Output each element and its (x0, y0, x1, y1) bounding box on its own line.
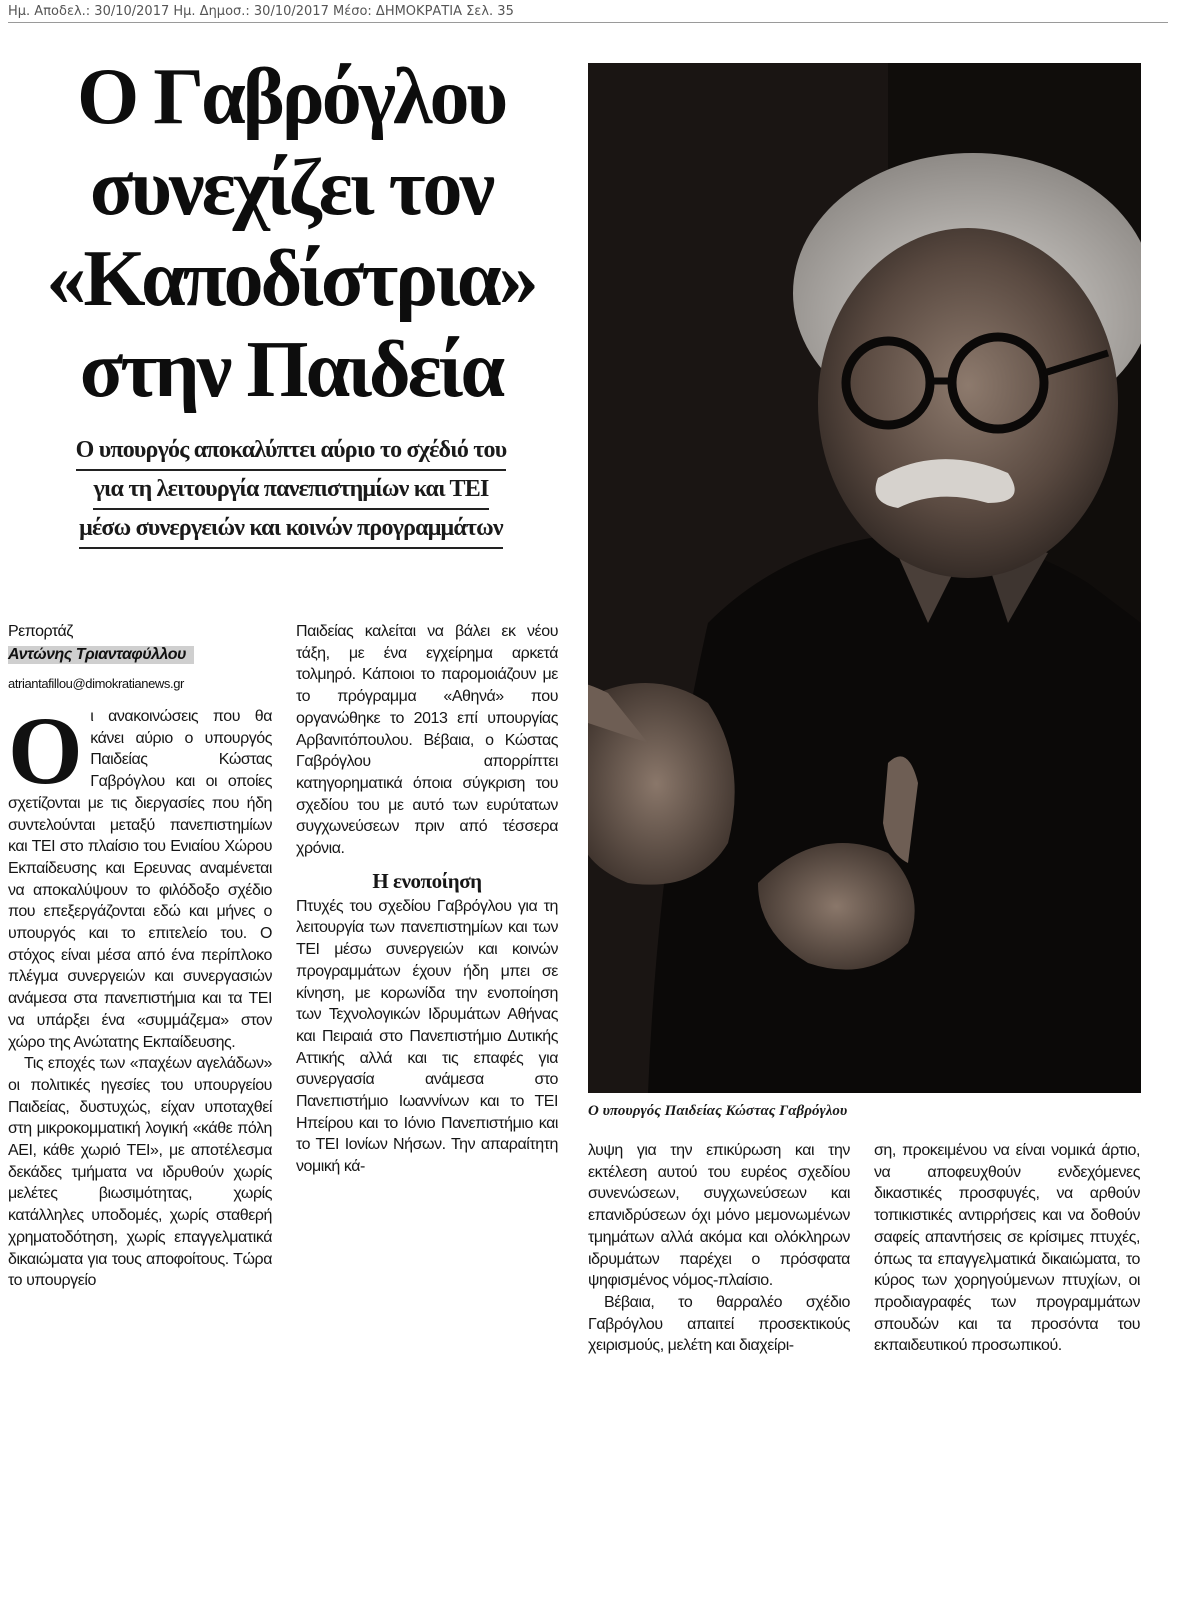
article-column-1 (8, 697, 272, 1292)
headline-line-2: συνεχίζει τον (89, 144, 493, 232)
subhead-line-3: μέσω συνεργειών και κοινών προγραμμάτων (79, 510, 503, 549)
article-column-3 (588, 1140, 850, 1357)
headline (8, 52, 574, 416)
subhead-line-2: για τη λειτουργία πανεπιστημίων και ΤΕΙ (93, 471, 488, 510)
byline-email[interactable]: atriantafillou@dimokratianews.gr (8, 676, 184, 691)
dropcap: Ο (8, 697, 83, 804)
article-column-2 (296, 621, 558, 1178)
article-paragraph: Πτυχές του σχεδίου Γαβρόγλου για τη λειτουργία των πανεπιστημίων και των ΤΕΙ μέσω συνεργειών και κοινών προγραμμάτων έχουν ήδη μπει σε κίνηση, με κορωνίδα την ενοποίηση των Τεχνολογικών Ιδρυμάτων Αθήνας και Πειραιά στο Πανεπιστήμιο Δυτικής Αττικής αλλά και τις επαφές για συνεργασία ανάμεσα στο Πανεπιστήμιο Ιωαννίνων και το ΤΕΙ Ηπείρου και το Ιόνιο Πανεπιστήμιο και το ΤΕΙ Ιονίων Νήσων. Την απαραίτητη νομική κά- (296, 897, 558, 1176)
headline-line-1: Ο Γαβρόγλου (77, 53, 505, 141)
byline-author: Αντώνης Τριανταφύλλου (8, 646, 194, 664)
headline-line-4: στην Παιδεία (79, 326, 503, 414)
photo-caption: Ο υπουργός Παιδείας Κώστας Γαβρόγλου (588, 1103, 848, 1119)
crosshead: Η ενοποίηση (372, 868, 482, 893)
article-paragraph: Παιδείας καλείται να βάλει εκ νέου τάξη, με ένα εγχείρημα αρκετά τολμηρό. Κάποιοι το παρομοιάζουν με το πρόγραμμα «Αθηνά» που οργανώθηκε το 2013 επί υπουργίας Αρβανιτόπουλου. Βέβαια, ο Κώστας Γαβρόγλου απορρίπτει κατηγορηματικά όποια σύγκριση του σχεδίου του με αυτό των ευρύτατων συγχωνεύσεων πριν από τέσσερα χρόνια. (296, 623, 558, 858)
article-column-4 (874, 1140, 1140, 1357)
photo-minister-icon (588, 63, 1141, 1093)
article-paragraph (8, 697, 272, 1053)
paragraph-text: ι ανακοινώσεις που θα κάνει αύριο ο υπουργός Παιδείας Κώστας Γαβρόγλου και οι οποίες σχετίζονται με τις διεργασίες που ήδη συντελούνται μεταξύ πανεπιστημίων και ΤΕΙ στο πλαίσιο του Ενιαίου Χώρου Εκπαίδευσης και Ερευνας αναμένεται να αποκαλύψουν το φιλόδοξο σχέδιο που επεξεργάζονται εδώ και μήνες ο υπουργός και το επιτελείο του. Ο στόχος είναι μέσα από ένα περίπλοκο πλέγμα συνεργειών και συνεργασιών ανάμεσα στα πανεπιστήμια και τα ΤΕΙ να υπάρξει ένα «συμμάζεμα» στον χώρο της Ανώτατης Εκπαίδευσης. (8, 708, 272, 1051)
subhead-line-1: Ο υπουργός αποκαλύπτει αύριο το σχέδιό του (76, 432, 507, 471)
headline-line-3: «Καποδίστρια» (46, 235, 536, 323)
article-paragraph: λυψη για την επικύρωση και την εκτέλεση αυτού του ευρέος σχεδίου συνενώσεων, συγχωνεύσεων και επανιδρύσεων όχι μόνο μεμονωμένων τμημάτων αλλά ακόμα και ολόκληρων ιδρυμάτων παρέχει ο πρόσφατα ψηφισμένος νόμος-πλαίσιο. (588, 1142, 850, 1290)
subheadline (8, 432, 574, 549)
article-paragraph: Βέβαια, το θαρραλέο σχέδιο Γαβρόγλου απαιτεί προσεκτικούς χειρισμούς, μελέτη και διαχείρι- (588, 1293, 850, 1355)
article-paragraph: Τις εποχές των «παχέων αγελάδων» οι πολιτικές ηγεσίες του υπουργείου Παιδείας, δυστυχώς, είχαν υποταχθεί στη μικροκομματική λογική «κάθε πόλη ΑΕΙ, κάθε χωριό ΤΕΙ», με αποτέλεσμα δεκάδες τμήματα να ιδρυθούν χωρίς μελέτες βιωσιμότητας, χωρίς κατάλληλες υποδομές, χωρίς σταθερή χρηματοδότηση, χωρίς επαγγελματικά δικαιώματα για τους αποφοίτους. Τώρα το υπουργείο (8, 1055, 272, 1290)
clipping-source-line: Ημ. Αποδελ.: 30/10/2017 Ημ. Δημοσ.: 30/10/2017 Μέσο: ΔΗΜΟΚΡΑΤΙΑ Σελ. 35 (8, 4, 1168, 23)
article-paragraph: ση, προκειμένου να είναι νομικά άρτιο, να αποφευχθούν ενδεχόμενες δικαστικές προσφυγές, να αρθούν τοπικιστικές αντιρρήσεις και να δοθούν σαφείς απαντήσεις σε κρίσιμες πτυχές, όπως τα επαγγελματικά δικαιώματα, το κύρος των χορηγούμενων πτυχίων, οι προδιαγραφές των προγραμμάτων σπουδών και τα προσόντα του εκπαιδευτικού προσωπικού. (874, 1142, 1140, 1355)
byline-label: Ρεπορτάζ (8, 623, 73, 640)
minister-photo (588, 63, 1141, 1093)
